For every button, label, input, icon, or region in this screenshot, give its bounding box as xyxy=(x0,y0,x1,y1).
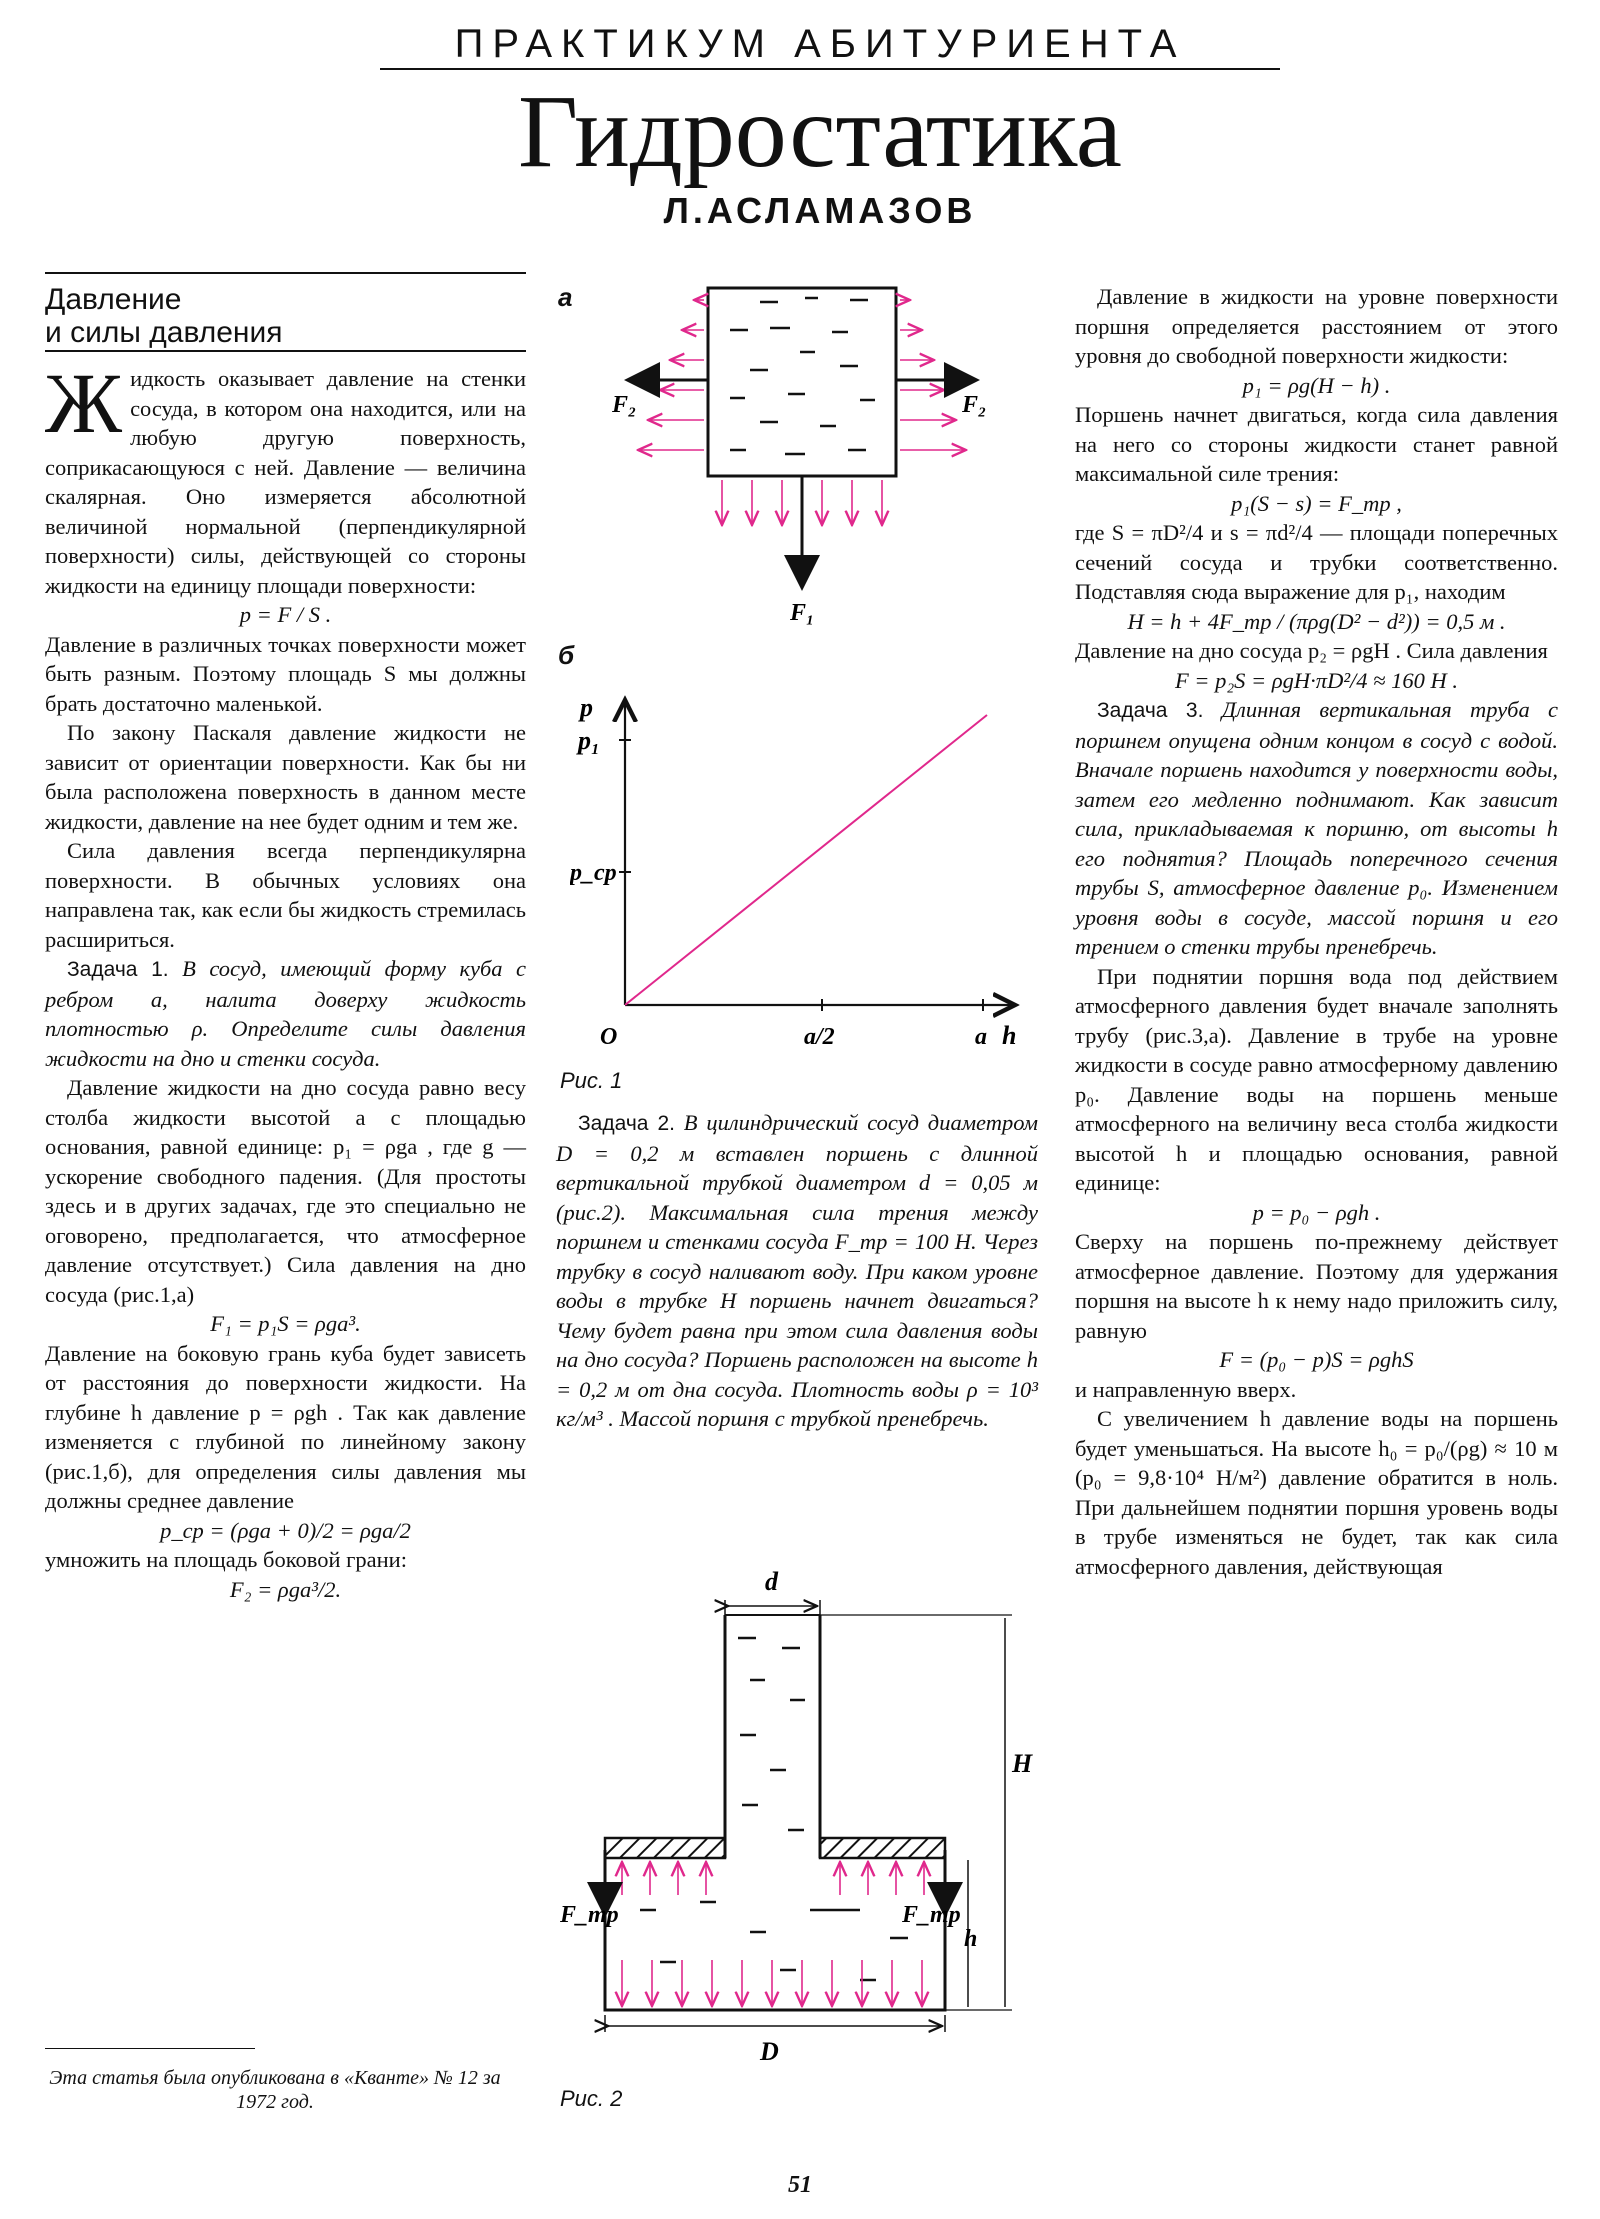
task3-label: Задача 3. xyxy=(1097,699,1204,722)
label-F1: F₁ xyxy=(790,600,815,626)
equation-p1: p₁ = ρg(H − h) . xyxy=(1242,372,1391,398)
tick-label-a: a xyxy=(975,1024,987,1050)
piston-left xyxy=(605,1838,725,1858)
label-h: h xyxy=(964,1926,978,1952)
pressure-line xyxy=(625,715,987,1005)
task1-label: Задача 1. xyxy=(67,958,169,981)
fig1a-diagram xyxy=(600,270,1020,650)
task2-label: Задача 2. xyxy=(578,1112,675,1135)
col3-paragraph-5: При поднятии поршня вода под действием атмосферного давления будет вначале заполнять трубу (рис.3,а). Давление в трубе на уровне жидкости в сосуде равно атмосферному давлению p₀. Давление воды на поршень меньше атмосферного на величину веса столба жидкости высотой h и площадью основания, равной единице: xyxy=(1075,963,1558,1195)
column-3 xyxy=(1075,282,1558,1581)
fig2-caption: Рис. 2 xyxy=(560,2086,623,2111)
force-arrows xyxy=(630,380,974,585)
footnote-rule xyxy=(45,2048,255,2049)
section-heading xyxy=(45,283,535,349)
drop-cap: Ж xyxy=(45,355,123,451)
label-H: H xyxy=(1012,1749,1033,1778)
fig1-label-a: а xyxy=(558,282,573,312)
equation-p: p = p₀ − ρgh . xyxy=(1252,1199,1381,1225)
friction-arrows xyxy=(605,1860,945,1912)
header-rule xyxy=(380,68,1280,70)
label-Ftr-right: F_тр xyxy=(902,1902,961,1928)
col1-paragraph-4: Сила давления всегда перпендикулярна поверхности. В обычных условиях она направлена так, как если бы жидкость стремилась расшириться. xyxy=(45,838,526,952)
rubric: ПРАКТИКУМ АБИТУРИЕНТА xyxy=(454,22,1186,66)
col3-paragraph-7: и направленную вверх. xyxy=(1075,1376,1297,1402)
task3-text: Длинная вертикальная труба с поршнем опущена одним концом в сосуд с водой. Вначале поршень находится у поверхности воды, затем его медленно поднимают. Как зависит сила, прикладываемая к поршню, от высоты h его поднятия? Площадь поперечного сечения трубы S, атмосферное давление p₀. Изменением уровня воды в сосуде, массой поршня и его трением о стенки трубы пренебречь. xyxy=(1075,697,1558,959)
equation-F-piston: F = (p₀ − p)S = ρghS xyxy=(1219,1347,1414,1372)
col1-paragraph-6: Давление на боковую грань куба будет зависеть от расстояния до поверхности жидкости. На глубине h давление p = ρgh . Так как давление изменяется с глубиной по линейному закону (рис.1,б), для определения силы давления мы должны среднее давление xyxy=(45,1340,526,1513)
section-underline xyxy=(45,350,526,352)
col1-paragraph-1: идкость оказывает давление на стенки сосуда, в котором она находится, или на любую другую поверхность, соприкасающуюся с ней. Давление — величина скалярная. Оно измеряется абсолютной величиной нормальной (перпендикулярной поверхности) силы, действующей со стороны жидкости на единицу площади поверхности: xyxy=(45,366,526,598)
equation-pcp: p_ср = (ρga + 0)/2 = ρga/2 xyxy=(160,1517,411,1543)
col3-paragraph-4: Давление на дно сосуда p₂ = ρgH . Сила давления xyxy=(1075,638,1548,663)
equation-f2: F₂ = ρga³/2. xyxy=(229,1576,342,1602)
task2-text: В цилиндрический сосуд диаметром D = 0,2 м вставлен поршень с длинной вертикальной трубкой диаметром d = 0,05 м (рис.2). Максимальная сила трения между поршнем и стенками сосуда F_тр = 100 Н. Через трубку в сосуд наливают воду. При каком уровне воды в трубке H поршень начнет двигаться? Чему будет равна при этом сила давления воды на дно сосуда? Поршень расположен на высоте h = 0,2 м от дна сосуда. Плотность воды ρ = 10³ кг/м³ . Массой поршня с трубкой пренебречь. xyxy=(556,1110,1038,1431)
article-title: Гидростатика xyxy=(518,74,1122,189)
fig1-caption: Рис. 1 xyxy=(560,1068,623,1093)
col3-paragraph-8: С увеличением h давление воды на поршень будет уменьшаться. На высоте h₀ = p₀/(ρg) ≈ 10 м (p₀ = 9,8·10⁴ Н/м²) давление обратится в ноль. При дальнейшем поднятии поршня уровень воды в трубе изменяться не будет, так как сила атмосферного давления, действующая xyxy=(1075,1406,1558,1579)
liquid-dashes xyxy=(640,1638,908,1980)
liquid-dashes xyxy=(730,298,875,454)
col3-paragraph-6: Сверху на поршень по-прежнему действует атмосферное давление. Поэтому для удержания поршня на высоте h к нему надо приложить силу, равную xyxy=(1075,1229,1558,1343)
fig1-label-b: б xyxy=(558,640,575,670)
task1-text: В сосуд, имеющий форму куба с ребром a, налита доверху жидкость плотностью ρ. Определите силы давления жидкости на дно и стенки сосуда. xyxy=(45,956,527,1071)
cube-vessel xyxy=(708,288,896,476)
equation-friction: p₁(S − s) = F_тр , xyxy=(1231,490,1402,516)
tick-label-p1: p₁ xyxy=(578,726,601,755)
col3-paragraph-3: где S = πD²/4 и s = πd²/4 — площади поперечных сечений сосуда и трубки соответственно. Подставляя сюда выражение для p₁, находим xyxy=(1075,520,1558,604)
col3-paragraph-2: Поршень начнет двигаться, когда сила давления на него со стороны жидкости станет равной максимальной силе трения: xyxy=(1075,402,1558,486)
label-F2-right: F₂ xyxy=(962,392,987,418)
col1-paragraph-2: Давление в различных точках поверхности может быть разным. Поэтому площадь S мы должны брать достаточно маленькой. xyxy=(45,631,526,716)
equation-f1: F₁ = p₁S = ρga³. xyxy=(210,1311,361,1336)
fig1b-chart xyxy=(570,680,1040,1080)
column-2 xyxy=(556,1108,1038,1434)
piston-right xyxy=(820,1838,945,1858)
pressure-arrows xyxy=(622,1862,924,2006)
label-Ftr-left: F_тр xyxy=(560,1902,619,1928)
equation-pressure: p = F / S . xyxy=(239,602,332,627)
tick-label-pcp: p_ср xyxy=(570,860,617,886)
column-1 xyxy=(45,355,527,1604)
col3-paragraph-1: Давление в жидкости на уровне поверхности поршня определяется расстоянием от этого уровня до свободной поверхности жидкости: xyxy=(1075,284,1558,368)
col1-paragraph-7: умножить на площадь боковой грани: xyxy=(45,1547,407,1572)
equation-H: H = h + 4F_тр / (πρg(D² − d²)) = 0,5 м . xyxy=(1127,608,1506,634)
label-d: d xyxy=(765,1567,778,1596)
label-F2-left: F₂ xyxy=(612,392,637,418)
page-number: 51 xyxy=(788,2172,812,2198)
section-heading-line2: и силы давления xyxy=(45,316,283,349)
col1-paragraph-5: Давление жидкости на дно сосуда равно весу столба жидкости высотой a с площадью основания, равной единице: p₁ = ρga , где g — ускорение свободного падения. (Для простоты здесь и в других задачах, где это специально не оговорено, предполагается, что атмосферное давление отсутствует.) Сила давления на дно сосуда (рис.1,a) xyxy=(45,1075,526,1307)
section-heading-line1: Давление xyxy=(45,283,182,316)
tick-label-a-half: a/2 xyxy=(804,1024,835,1050)
label-D: D xyxy=(760,2037,779,2066)
article-author: Л.АСЛАМАЗОВ xyxy=(663,190,977,231)
fig2-diagram xyxy=(560,1560,1040,2080)
axis-label-h: h xyxy=(1002,1021,1017,1050)
origin-label: O xyxy=(600,1024,618,1050)
equation-F: F = p₂S = ρgH·πD²/4 ≈ 160 Н . xyxy=(1174,667,1459,693)
vessel xyxy=(605,1850,945,2010)
footnote: Эта статья была опубликована в «Кванте» № 12 за 1972 год. xyxy=(49,2067,501,2113)
section-rule xyxy=(45,272,526,274)
col1-paragraph-3: По закону Паскаля давление жидкости не зависит от ориентации поверхности. Как бы ни была расположена поверхность в данном месте жидкости, давление на нее будет одним и тем же. xyxy=(45,720,526,834)
axis-label-p: p xyxy=(580,693,593,722)
